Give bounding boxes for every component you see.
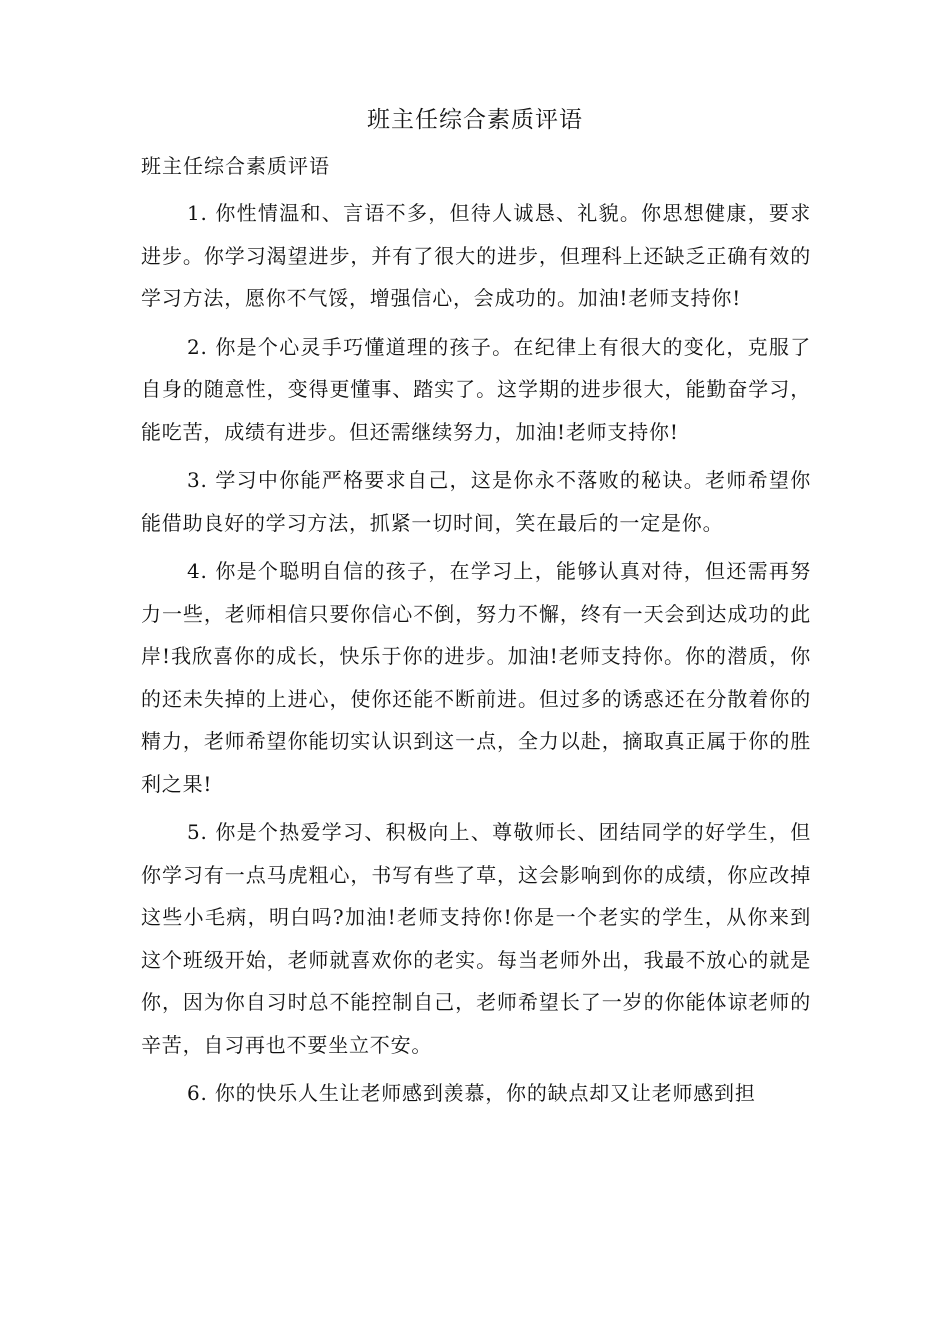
paragraph-1: 1. 你性情温和、言语不多，但待人诚恳、礼貌。你思想健康，要求进步。你学习渴望进步，并有了很大的进步，但理科上还缺乏正确有效的学习方法，愿你不气馁，增强信心，会成功的。加油!老师支持你! [141,201,811,310]
page-title: 班主任综合素质评语 [367,107,583,133]
paragraph-2: 2. 你是个心灵手巧懂道理的孩子。在纪律上有很大的变化，克服了自身的随意性，变得更懂事、踏实了。这学期的进步很大，能勤奋学习，能吃苦，成绩有进步。但还需继续努力，加油!老师支持你! [141,334,811,444]
document-subtitle: 班主任综合素质评语 [141,154,330,178]
paragraph-5: 5. 你是个热爱学习、积极向上、尊敬师长、团结同学的好学生，但你学习有一点马虎粗心，书写有些了草，这会影响到你的成绩，你应改掉这些小毛病，明白吗?加油!老师支持你!你是一个老实的学生，从你来到这个班级开始，老师就喜欢你的老实。每当老师外出，我最不放心的就是你，因为你自习时总不能控制自己，老师希望长了一岁的你能体谅老师的辛苦，自习再也不要坐立不安。 [141,820,811,1057]
paragraph-6: 6. 你的快乐人生让老师感到羡慕，你的缺点却又让老师感到担 [187,1081,756,1105]
paragraph-4: 4. 你是个聪明自信的孩子，在学习上，能够认真对待，但还需再努力一些，老师相信只要你信心不倒，努力不懈，终有一天会到达成功的此岸!我欣喜你的成长，快乐于你的进步。加油!老师支持你。你的潜质，你的还未失掉的上进心，使你还能不断前进。但过多的诱惑还在分散着你的精力，老师希望你能切实认识到这一点，全力以赴，摘取真正属于你的胜利之果! [141,559,811,796]
paragraph-3: 3. 学习中你能严格要求自己，这是你永不落败的秘诀。老师希望你能借助良好的学习方法，抓紧一切时间，笑在最后的一定是你。 [141,468,811,535]
document-body [141,146,811,1121]
